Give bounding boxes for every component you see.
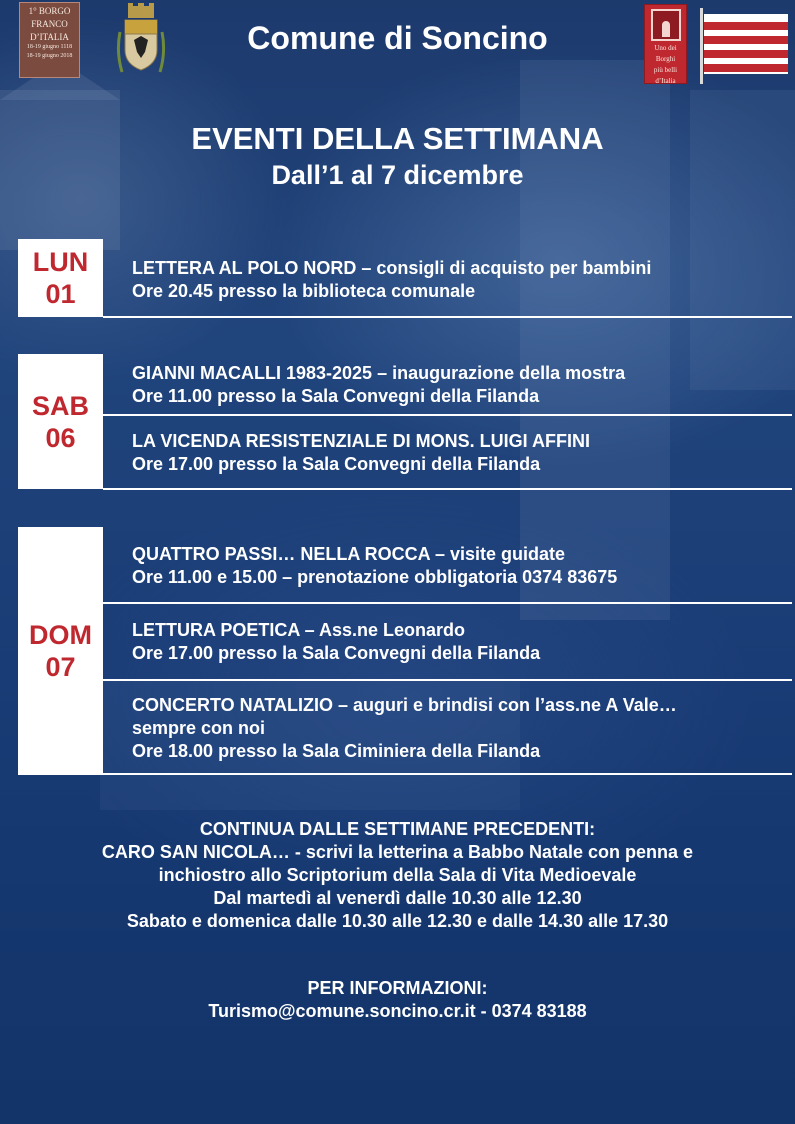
logo-text: 1° BORGO [28, 6, 71, 16]
event-detail: Ore 18.00 presso la Sala Ciminiera della Filanda [132, 741, 541, 761]
separator-line [103, 602, 792, 604]
logo-text: 18-19 giugno 1118 [26, 44, 73, 50]
continuing-text: CARO SAN NICOLA… - scrivi la letterina a Babbo Natale con penna e [101, 842, 694, 862]
event-title: GIANNI MACALLI 1983-2025 – inaugurazione della mostra [132, 363, 626, 383]
continuing-events [0, 818, 795, 933]
day-name: DOM [29, 620, 92, 650]
event-title: CONCERTO NATALIZIO – auguri e brindisi con l’ass.ne A Vale… [132, 695, 677, 715]
day-box-sunday [18, 527, 103, 775]
day-number: 07 [45, 652, 76, 682]
continuing-text: Sabato e domenica dalle 10.30 alle 12.30 e dalle 14.30 alle 17.30 [126, 911, 669, 931]
day-box-monday [18, 239, 103, 317]
logo-text: più belli [653, 66, 678, 74]
event-detail: Ore 17.00 presso la Sala Convegni della Filanda [132, 454, 541, 474]
logo-text: Borghi [655, 55, 676, 63]
separator-line [103, 316, 792, 318]
event-title: LETTURA POETICA – Ass.ne Leonardo [132, 620, 466, 640]
day-name: SAB [31, 390, 89, 421]
event-item [132, 430, 792, 476]
event-title: LETTERA AL POLO NORD – consigli di acquisto per bambini [132, 258, 652, 278]
event-item [132, 362, 792, 408]
event-title: QUATTRO PASSI… NELLA ROCCA – visite guidate [132, 544, 566, 564]
event-detail: Ore 11.00 e 15.00 – prenotazione obbligatoria 0374 83675 [132, 567, 618, 587]
logo-text: FRANCO [31, 19, 68, 29]
event-detail: Ore 20.45 presso la biblioteca comunale [132, 281, 476, 301]
event-title-continued: sempre con noi [132, 718, 266, 738]
contact-info: Turismo@comune.soncino.cr.it - 0374 83188 [208, 1001, 587, 1021]
logo-text: d’Italia [655, 77, 676, 85]
day-name: LUN [32, 247, 89, 277]
logo-text: 18-19 giugno 2018 [26, 53, 73, 59]
continuing-text: Dal martedì al venerdì dalle 10.30 alle 12.30 [213, 888, 582, 908]
day-number: 06 [45, 422, 76, 453]
logo-text: Uno dei [654, 44, 677, 52]
day-box-saturday [18, 354, 103, 489]
event-detail: Ore 11.00 presso la Sala Convegni della Filanda [132, 386, 540, 406]
page-title: Comune di Soncino [247, 20, 548, 56]
event-detail: Ore 17.00 presso la Sala Convegni della Filanda [132, 643, 541, 663]
event-item [132, 694, 792, 763]
info-section [0, 977, 795, 1023]
separator-line [103, 773, 792, 775]
continuing-text: inchiostro allo Scriptorium della Sala di Vita Medioevale [158, 865, 637, 885]
separator-line [103, 679, 792, 681]
event-item [132, 619, 792, 665]
separator-line [103, 488, 792, 490]
logo-text: D’ITALIA [30, 32, 69, 42]
continuing-heading: CONTINUA DALLE SETTIMANE PRECEDENTI: [199, 819, 596, 839]
event-title: LA VICENDA RESISTENZIALE DI MONS. LUIGI AFFINI [132, 431, 591, 451]
event-item [132, 543, 792, 589]
info-heading: PER INFORMAZIONI: [307, 978, 488, 998]
event-item [132, 257, 792, 303]
separator-line [103, 414, 792, 416]
date-range: Dall’1 al 7 dicembre [271, 160, 524, 190]
events-heading: EVENTI DELLA SETTIMANA [191, 121, 604, 156]
day-number: 01 [45, 279, 76, 309]
